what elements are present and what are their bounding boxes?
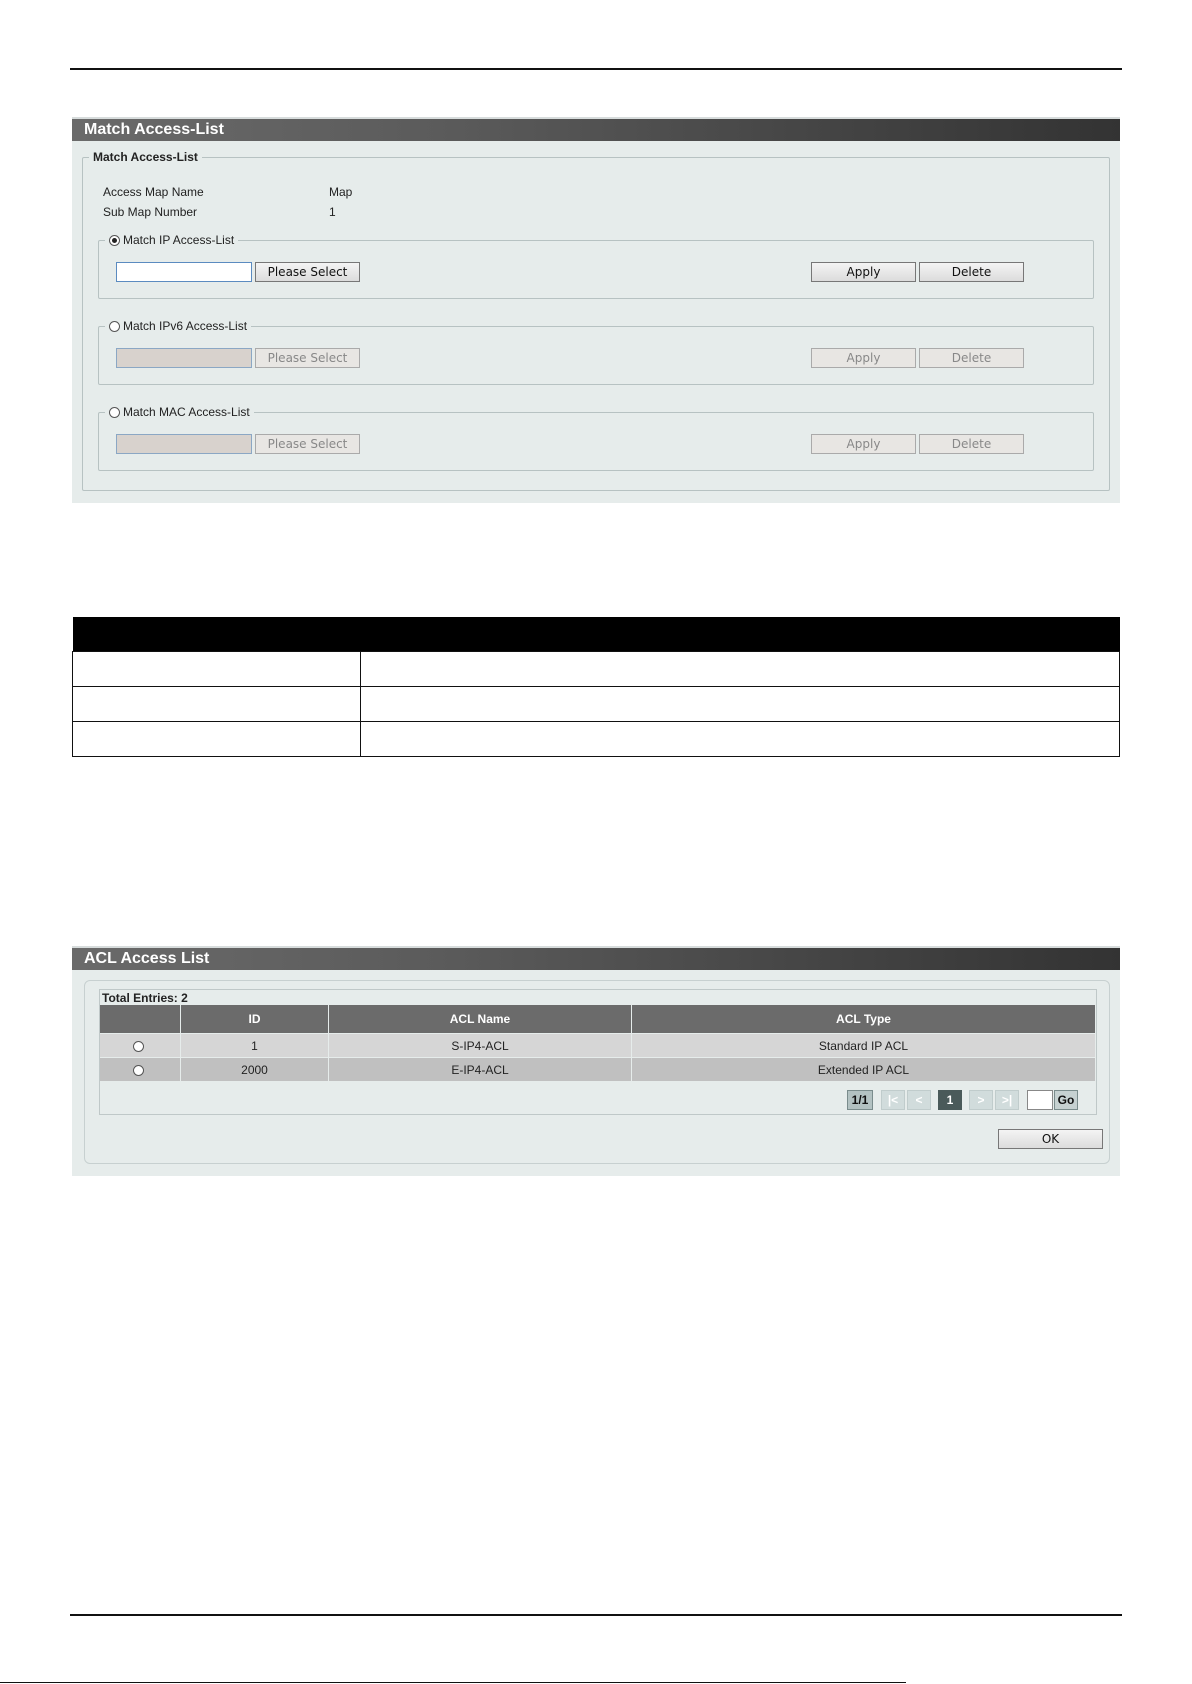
page-count: 1/1 [847,1090,873,1110]
mac-acl-input[interactable] [116,434,252,454]
footer-rule [70,1614,1122,1616]
match-ipv6-label: Match IPv6 Access-List [123,319,248,333]
match-ipv6-legend[interactable] [105,318,251,334]
col-id: ID [181,1005,329,1034]
row-id: 2000 [181,1058,329,1082]
next-page-button[interactable]: > [969,1090,993,1110]
last-page-button[interactable]: >| [995,1090,1019,1110]
ok-button[interactable]: OK [998,1129,1103,1149]
match-mac-section [98,405,1094,471]
parameter-table-row [73,652,1120,687]
prev-page-button[interactable]: < [907,1090,931,1110]
row-id: 1 [181,1034,329,1058]
panel-title: ACL Access List [72,946,1120,970]
ipv6-delete-button[interactable]: Delete [919,348,1024,368]
match-access-list-group [82,150,1110,491]
row-acl-name: E-IP4-ACL [329,1058,632,1082]
col-select [100,1005,181,1034]
mac-apply-button[interactable]: Apply [811,434,916,454]
acl-list-box [99,989,1097,1115]
match-mac-legend[interactable] [105,404,254,420]
row-acl-type: Standard IP ACL [632,1034,1096,1058]
pagination [847,1090,1092,1110]
match-mac-radio[interactable] [109,407,120,418]
group-legend: Match Access-List [89,149,202,165]
parameter-table [72,617,1120,757]
match-ipv6-radio[interactable] [109,321,120,332]
match-access-list-panel [72,117,1120,503]
row-acl-name: S-IP4-ACL [329,1034,632,1058]
go-button[interactable]: Go [1054,1090,1078,1110]
table-row[interactable] [100,1058,1096,1082]
match-ip-section [98,233,1094,299]
access-map-name-value: Map [329,185,353,199]
ipv6-please-select-button[interactable]: Please Select [255,348,360,368]
total-entries: Total Entries: 2 [102,991,188,1005]
acl-table [100,1005,1096,1081]
match-ipv6-section [98,319,1094,385]
match-mac-label: Match MAC Access-List [123,405,250,419]
page-number-input[interactable] [1027,1090,1053,1110]
ip-apply-button[interactable]: Apply [811,262,916,282]
current-page-button[interactable]: 1 [938,1090,962,1110]
ip-please-select-button[interactable]: Please Select [255,262,360,282]
sub-map-number-value: 1 [329,205,336,219]
access-map-name-label: Access Map Name [103,185,204,199]
ipv6-acl-input[interactable] [116,348,252,368]
ip-acl-input[interactable] [116,262,252,282]
acl-table-header [100,1005,1096,1034]
parameter-table-row [73,722,1120,757]
header-rule [70,68,1122,70]
sub-map-number-label: Sub Map Number [103,205,198,219]
ipv6-apply-button[interactable]: Apply [811,348,916,368]
acl-access-list-panel [72,946,1120,1176]
parameter-table-row [73,687,1120,722]
acl-list-container [84,980,1110,1164]
ip-delete-button[interactable]: Delete [919,262,1024,282]
mac-delete-button[interactable]: Delete [919,434,1024,454]
panel-title: Match Access-List [72,117,1120,141]
row-select-radio[interactable] [133,1065,144,1076]
mac-please-select-button[interactable]: Please Select [255,434,360,454]
table-row[interactable] [100,1034,1096,1058]
match-ip-legend[interactable] [105,232,238,248]
col-acl-name: ACL Name [329,1005,632,1034]
first-page-button[interactable]: |< [881,1090,905,1110]
match-ip-radio[interactable] [109,235,120,246]
row-acl-type: Extended IP ACL [632,1058,1096,1082]
row-select-radio[interactable] [133,1041,144,1052]
col-acl-type: ACL Type [632,1005,1096,1034]
parameter-table-header-cell [73,617,1120,652]
footer-line [0,1682,906,1683]
match-ip-label: Match IP Access-List [123,233,235,247]
parameter-table-header [73,617,1120,652]
